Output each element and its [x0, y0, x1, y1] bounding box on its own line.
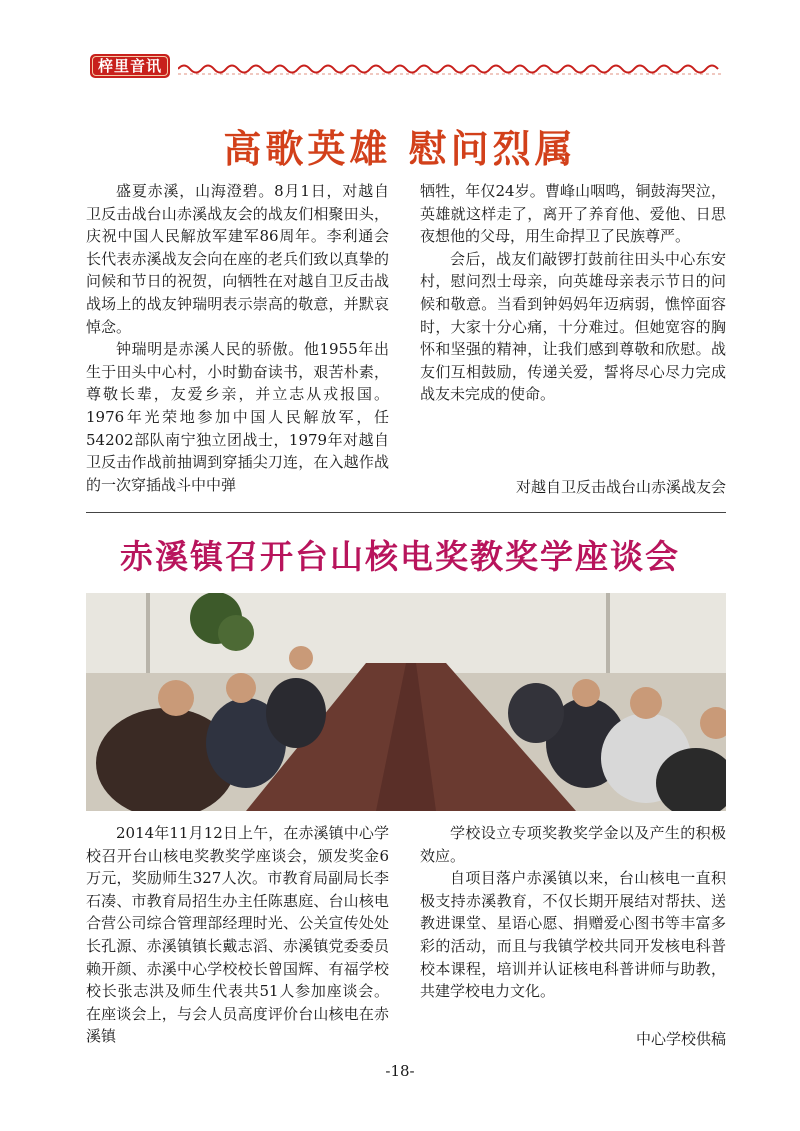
paragraph: 2014年11月12日上午，在赤溪镇中心学校召开台山核电奖教奖学座谈会，颁发奖金6万元，奖励师生327人次。市教育局副局长李石凑、市教育局招生办主任陈惠庭、台山核电合营公司综合管理部经理时光、公关宣传处处长孔源、赤溪镇镇长戴志滔、赤溪镇党委委员赖开颜、赤溪中心学校校长曾国辉、有福学校校长张志洪及师生代表共51人参加座谈会。在座谈会上，与会人员高度评价台山核电在赤溪镇: [86, 824, 389, 1046]
article1-column-left: [86, 180, 389, 496]
article2-column-left: [86, 822, 389, 1048]
page-number: -18-: [385, 1062, 415, 1080]
article1-title: 高歌英雄 慰问烈属: [223, 126, 577, 171]
decorative-wave-border: [178, 60, 723, 78]
article1-column-right: [420, 180, 726, 406]
paragraph-continued: 牺牲，年仅24岁。曹峰山咽鸣，铜鼓海哭泣，英雄就这样走了，离开了养育他、爱他、日思夜想他的父母，用生命捍卫了民族尊严。: [420, 182, 726, 246]
paragraph: 钟瑞明是赤溪人民的骄傲。他1955年出生于田头中心村，小时勤奋读书，艰苦朴素，尊敬长辈，友爱乡亲，并立志从戎报国。1976年光荣地参加中国人民解放军，任54202部队南宁独立团战士，1979年对越自卫反击作战前抽调到穿插尖刀连，在入越作战的一次穿插战斗中中弹: [86, 340, 389, 494]
paragraph: 盛夏赤溪，山海澄碧。8月1日，对越自卫反击战台山赤溪战友会的战友们相聚田头，庆祝中国人民解放军建军86周年。李利通会长代表赤溪战友会向在座的老兵们致以真挚的问候和节日的祝贺，向牺牲在对越自卫反击战战场上的战友钟瑞明表示崇高的敬意，并默哀悼念。: [86, 182, 389, 336]
paragraph: 自项目落户赤溪镇以来，台山核电一直积极支持赤溪教育，不仅长期开展结对帮扶、送教进课堂、星语心愿、捐赠爱心图书等丰富多彩的活动，而且与我镇学校共同开发核电科普校本课程，培训并认证核电科普讲师与助教，共建学校电力文化。: [420, 869, 726, 1001]
article2-column-right: [420, 822, 726, 1003]
meeting-photo: [86, 593, 726, 811]
article2-signature: 中心学校供稿: [635, 1030, 726, 1048]
paragraph: 会后，战友们敲锣打鼓前往田头中心东安村，慰问烈士母亲，向英雄母亲表示节日的问候和敬意。当看到钟妈妈年迈病弱，憔悴面容时，大家十分心痛，十分难过。但她宽容的胸怀和坚强的精神，让我们感到尊敬和欣慰。战友们互相鼓励，传递关爱，誓将尽心尽力完成战友未完成的使命。: [420, 249, 726, 404]
paragraph-continued: 学校设立专项奖教奖学金以及产生的积极效应。: [420, 824, 726, 865]
article1-signature: 对越自卫反击战台山赤溪战友会: [515, 478, 726, 496]
section-tag: 梓里音讯: [90, 54, 170, 78]
article2-title: 赤溪镇召开台山核电奖教奖学座谈会: [120, 537, 680, 576]
article-divider: [86, 512, 726, 513]
